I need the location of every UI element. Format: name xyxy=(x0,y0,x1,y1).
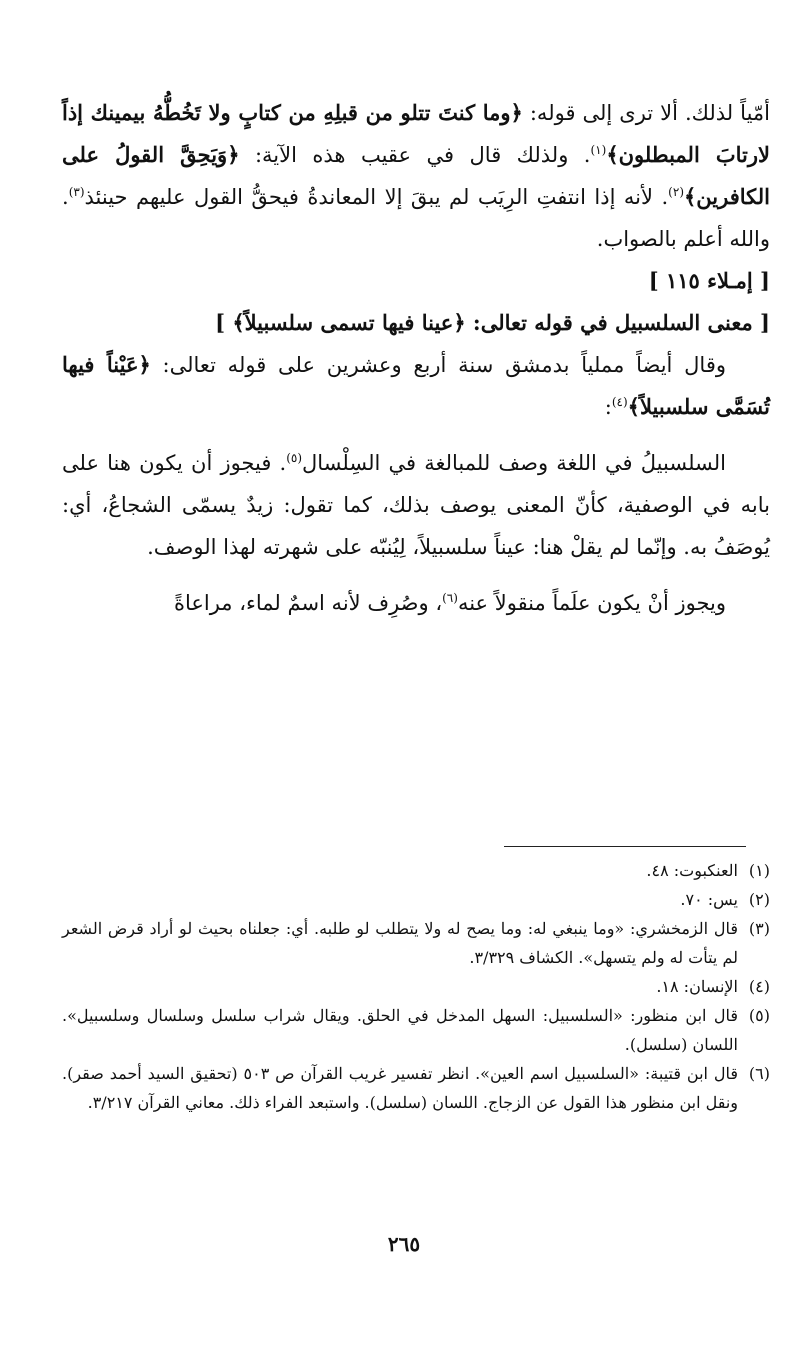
text: ويجوز أنْ يكون علَماً منقولاً عنه xyxy=(457,591,726,615)
paragraph-4 xyxy=(62,582,770,624)
title-text: ] xyxy=(215,310,233,335)
footnote-text: العنكبوت: ٤٨. xyxy=(646,861,738,880)
footnote-ref: (٤) xyxy=(611,395,628,409)
text: . لأنه إذا انتفتِ الرِيَب لم يبقَ إلا المعاندةُ فيحقُّ القول عليهم حينئذ xyxy=(84,185,669,209)
section-number-heading: [ إمـلاء ١١٥ ] xyxy=(648,268,770,293)
footnote-ref: (١) xyxy=(590,143,607,157)
footnotes xyxy=(62,856,770,1117)
paragraph-1 xyxy=(62,92,770,260)
footnote xyxy=(62,914,770,972)
footnote-number: (٥) xyxy=(748,1006,770,1025)
text: : xyxy=(604,395,612,419)
section-title xyxy=(62,302,770,344)
text: . ولذلك قال في عقيب هذه الآية: xyxy=(239,143,591,167)
quran-quote: ﴿وَيَحِقَّ القولُ على الكافرين﴾ xyxy=(62,142,770,209)
paragraph-2 xyxy=(62,344,770,428)
page-number: ٢٦٥ xyxy=(387,1232,421,1256)
quran-quote: ﴿وما كنتَ تتلو من قبلِهِ من كتابٍ ولا تَخُطُّهُ بيمينك إذاً لارتابَ المبطلون﴾ xyxy=(62,100,771,167)
text: أمّياً لذلك. ألا ترى إلى قوله: xyxy=(522,101,770,125)
footnote-number: (٤) xyxy=(748,977,770,996)
title-quote: ﴿عينا فيها تسمى سلسبيلاً﴾ xyxy=(232,310,466,335)
page-body xyxy=(62,92,770,624)
footnote xyxy=(62,856,770,885)
footnote-text: قال الزمخشري: «وما ينبغي له: وما يصح له ولا يتطلب لو طلبه. أي: جعلناه بحيث لو أراد قرض الشعر لم يتأت له ولم يتسهل». الكشاف ٣/٣٢٩. xyxy=(62,919,738,967)
footnote-text: يس: ٧٠. xyxy=(680,890,738,909)
footnote-number: (٦) xyxy=(748,1064,770,1083)
footnote-text: قال ابن منظور: «السلسبيل: السهل المدخل في الحلق. ويقال شراب سلسل وسلسال وسلسبيل». اللسان (سلسل). xyxy=(62,1006,738,1054)
title-text: [ معنى السلسبيل في قوله تعالى: xyxy=(465,310,770,335)
text: . والله أعلم بالصواب. xyxy=(62,185,770,251)
quran-quote: ﴿عَيْناً فيها تُسَمَّى سلسبيلاً﴾ xyxy=(62,352,770,419)
main-text xyxy=(62,92,770,624)
footnote-ref: (٣) xyxy=(68,185,85,199)
footnote-text: الإنسان: ١٨. xyxy=(656,977,738,996)
footnote-ref: (٥) xyxy=(286,451,303,465)
text: ، وصُرِف لأنه اسمٌ لماء، مراعاةً xyxy=(173,591,443,615)
footnote-divider xyxy=(504,846,746,847)
footnote-number: (١) xyxy=(748,861,770,880)
paragraph-3 xyxy=(62,442,770,568)
footnote-number: (٣) xyxy=(748,919,770,938)
footnote-ref: (٦) xyxy=(442,591,458,605)
footnote xyxy=(62,1001,770,1059)
text: . فيجوز أن يكون هنا على بابه في الوصفية، كأنّ المعنى يوصف بذلك، كما تقول: زيدٌ يسمّى الشجاعُ، أي: يُوصَفُ به. وإنّما لم يقلْ هنا: عيناً سلسبيلاً، لِيُنبّه على شهرته لهذا الوصف. xyxy=(62,451,770,559)
footnote xyxy=(62,885,770,914)
footnote xyxy=(62,972,770,1001)
text: وقال أيضاً مملياً بدمشق سنة أربع وعشرين على قوله تعالى: xyxy=(150,353,727,377)
footnote-ref: (٢) xyxy=(668,185,684,199)
footnote xyxy=(62,1059,770,1117)
text: السلسبيلُ في اللغة وصف للمبالغة في السِلْسال xyxy=(302,451,726,475)
footnote-text: قال ابن قتيبة: «السلسبيل اسم العين». انظر تفسير غريب القرآن ص ٥٠٣ (تحقيق السيد أحمد صقر). ونقل ابن منظور هذا القول عن الزجاج. اللسان (سلسل). واستبعد الفراء ذلك. معاني القرآن ٣/٢١٧. xyxy=(62,1064,739,1112)
footnote-number: (٢) xyxy=(748,890,770,909)
